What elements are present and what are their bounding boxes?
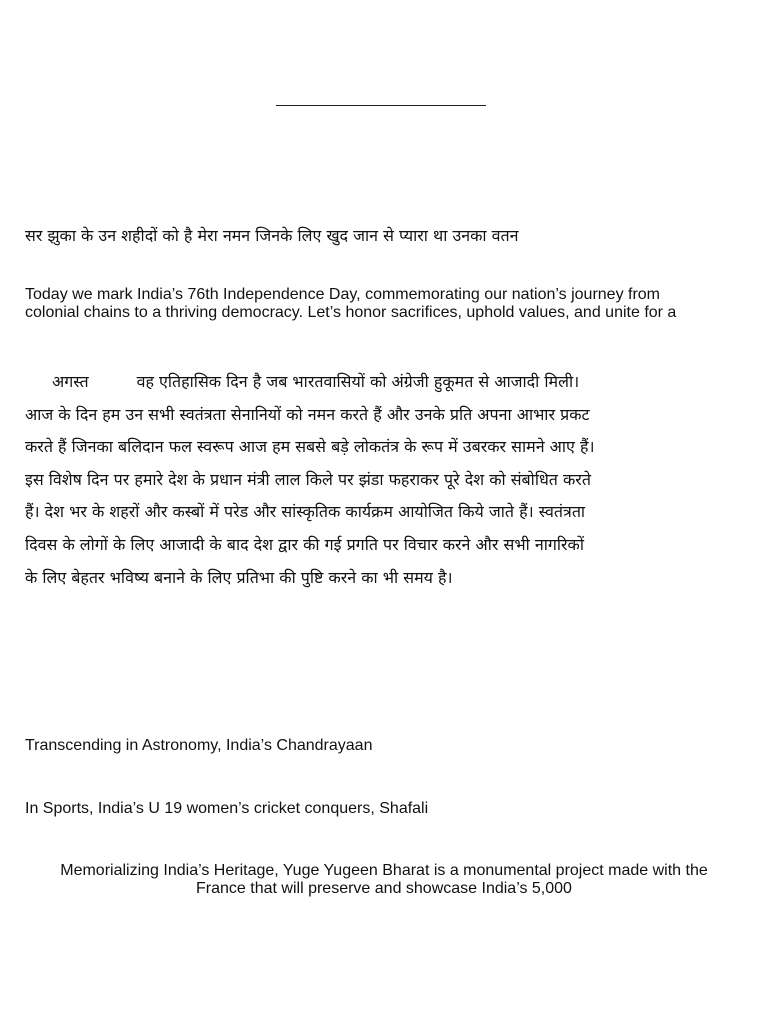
intro-paragraph [25,286,676,322]
hindi-para-line-7: के लिए बेहतर भविष्य बनाने के लिए प्रतिभा की पुष्टि करने का भी समय है। [25,567,453,587]
sports-line: In Sports, India’s U 19 women’s cricket conquers, Shafali [25,800,429,817]
hindi-para-line-2: आज के दिन हम उन सभी स्वतंत्रता सेनानियों को नमन करते हैं और उनके प्रति अपना आभार प्रकट [25,404,590,424]
intro-line-1: Today we mark India’s 76th Independence Day, commemorating our nation’s journey from [25,286,661,303]
lead-word: अगस्त [52,372,89,391]
intro-line-2: colonial chains to a thriving democracy. Let’s honor sacrifices, uphold values, and unite for a [25,304,677,321]
hindi-para-line-6: दिवस के लोगों के लिए आजादी के बाद देश द्वार की गई प्रगति पर विचार करने और सभी नागरिकों [25,534,584,554]
heritage-line-1: Memorializing India’s Heritage, Yuge Yugeen Bharat is a monumental project made with the [60,862,708,879]
hindi-para-line-4: इस विशेष दिन पर हमारे देश के प्रधान मंत्री लाल किले पर झंडा फहराकर पूरे देश को संबोधित करते [25,469,591,489]
hindi-couplet: सर झुका के उन शहीदों को है मेरा नमन जिनके लिए खुद जान से प्यारा था उनका वतन [25,226,519,245]
hindi-para-line-3: करते हैं जिनका बलिदान फल स्वरूप आज हम सबसे बड़े लोकतंत्र के रूप में उबरकर सामने आए हैं। [25,437,595,457]
line-1-rest: वह एतिहासिक दिन है जब भारतवासियों को अंग्रेजी हुकूमत से आजादी मिली। [136,372,580,391]
astronomy-line: Transcending in Astronomy, India’s Chandrayaan [25,737,373,754]
hindi-para-line-5: हैं। देश भर के शहरों और कस्बों में परेड और सांस्कृतिक कार्यक्रम आयोजित किये जाते हैं। स्वतंत्रता [25,502,586,522]
heritage-paragraph [20,862,748,898]
hindi-paragraph [25,366,595,594]
hindi-para-line-1 [25,366,595,399]
heritage-line-2: France that will preserve and showcase India’s 5,000 [196,880,572,897]
title-underline-rule [276,105,486,106]
